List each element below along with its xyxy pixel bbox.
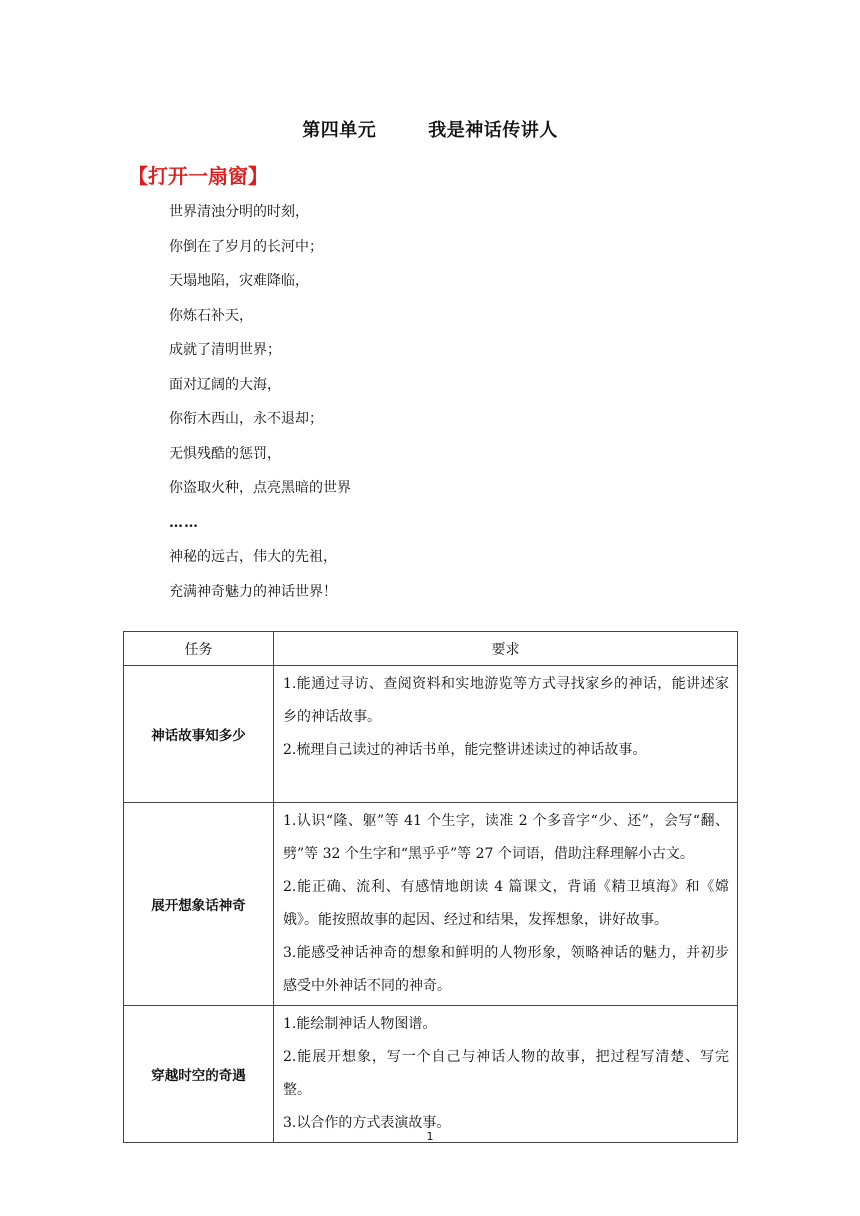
requirement-item: 1.认识“隆、躯”等 41 个生字，读准 2 个多音字“少、还”，会写“翻、劈”等 32 个生字和“黑乎乎”等 27 个词语，借助注释理解小古文。 — [283, 813, 729, 862]
requirements-cell — [274, 666, 738, 803]
page-number: 1 — [426, 1130, 434, 1143]
requirement-item: 1.能通过寻访、查阅资料和实地游览等方式寻找家乡的神话，能讲述家乡的神话故事。 — [283, 676, 729, 725]
unit-label: 第四单元 — [302, 120, 377, 141]
requirement-item: 2.能正确、流利、有感情地朗读 4 篇课文，背诵《精卫填海》和《嫦娥》。能按照故事的起因、经过和结果，发挥想象，讲好故事。 — [283, 879, 729, 928]
poem-line: 天塌地陷，灾难降临， — [169, 273, 309, 289]
task-cell: 展开想象话神奇 — [124, 803, 274, 1006]
poem-line: 世界清浊分明的时刻， — [169, 204, 309, 220]
page-title — [0, 116, 860, 142]
header-task: 任务 — [124, 632, 274, 666]
task-cell: 穿越时空的奇遇 — [124, 1006, 274, 1143]
poem-line: 无惧残酷的惩罚， — [169, 445, 281, 462]
poem-line: 面对辽阔的大海， — [169, 376, 281, 393]
requirements-table — [123, 631, 738, 1143]
poem-line: 充满神奇魅力的神话世界！ — [169, 583, 337, 600]
poem-ellipsis: …… — [169, 514, 199, 531]
poem-line: 你衔木西山，永不退却； — [169, 411, 323, 427]
requirement-item: 3.能感受神话神奇的想象和鲜明的人物形象，领略神话的魅力，并初步感受中外神话不同的神奇。 — [283, 945, 729, 994]
requirement-item: 1.能绘制神话人物图谱。 — [283, 1016, 437, 1032]
requirement-item: 3.以合作的方式表演故事。 — [283, 1115, 451, 1131]
section-heading: 【打开一扇窗】 — [128, 164, 268, 188]
poem-line: 成就了清明世界； — [169, 342, 281, 358]
poem — [169, 200, 351, 614]
task-cell: 神话故事知多少 — [124, 666, 274, 803]
poem-line: 你炼石补天， — [169, 307, 253, 324]
header-requirements: 要求 — [274, 632, 738, 666]
poem-line: 你倒在了岁月的长河中； — [169, 238, 323, 255]
requirement-item: 2.能展开想象，写一个自己与神话人物的故事，把过程写清楚、写完整。 — [283, 1049, 729, 1098]
table-row — [124, 1006, 738, 1143]
table-header-row — [124, 632, 738, 666]
requirements-cell — [274, 1006, 738, 1143]
table-row — [124, 666, 738, 803]
table-row — [124, 803, 738, 1006]
requirement-item: 2.梳理自己读过的神话书单，能完整讲述读过的神话故事。 — [283, 742, 647, 758]
unit-title: 我是神话传讲人 — [428, 120, 558, 141]
requirements-cell — [274, 803, 738, 1006]
poem-line: 你盗取火种，点亮黑暗的世界 — [169, 480, 351, 496]
poem-line: 神秘的远古，伟大的先祖， — [169, 549, 337, 565]
